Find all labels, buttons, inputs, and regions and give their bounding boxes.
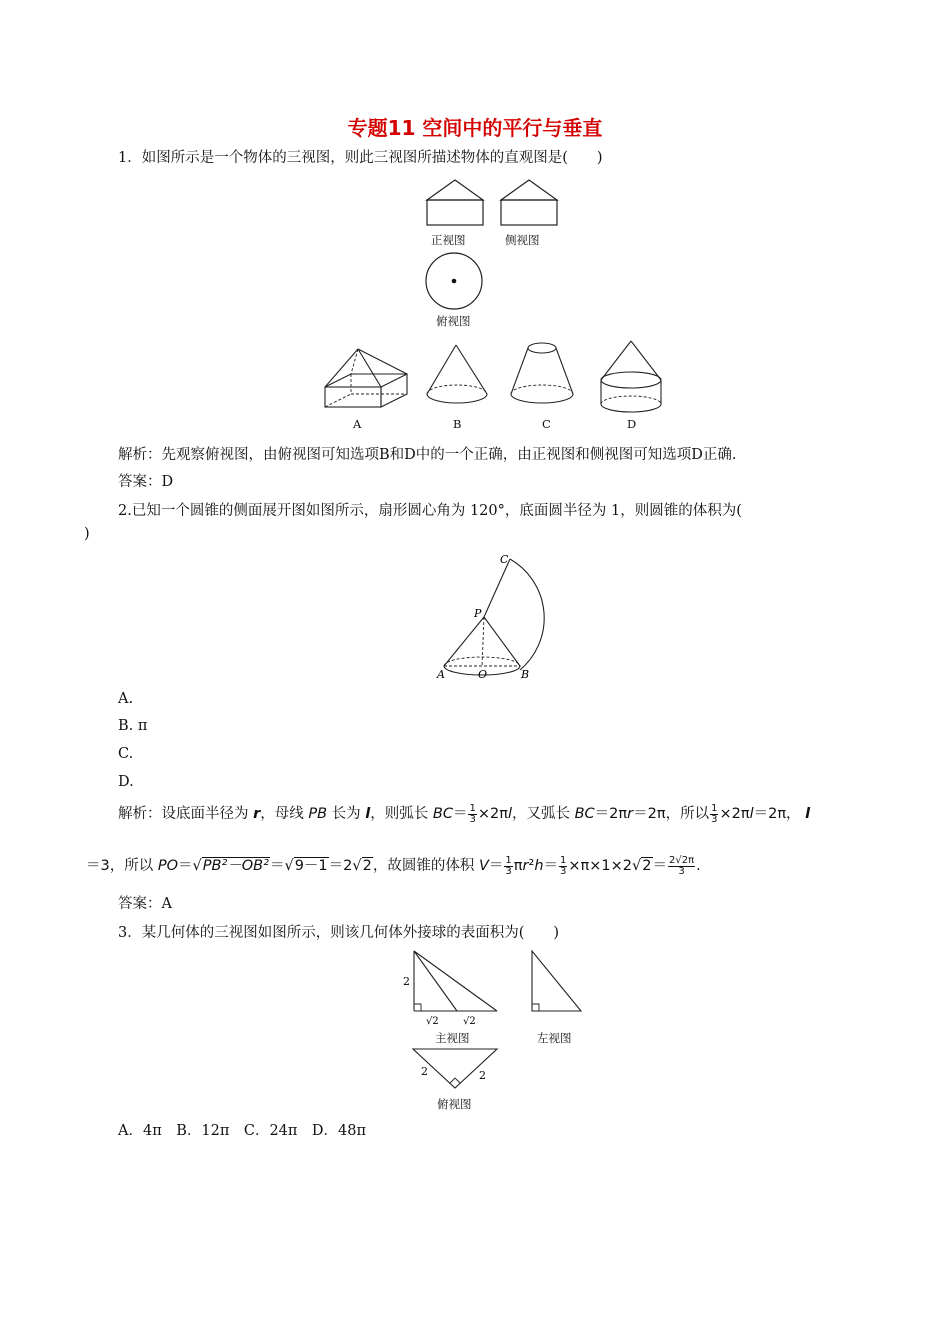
q3-top-view-diagram [410,1046,510,1096]
q3-main-view-diagram [400,948,510,1028]
q1-option-c-diagram [508,340,584,412]
q3-options: A．4π B．12π C．24π D．48π [118,1123,367,1139]
q1-option-b-diagram [424,342,494,412]
q2-stem-line2: ) [84,526,90,542]
point-c-label: C [500,553,509,566]
main-view-sqrt2-right: √2 [463,1016,476,1027]
q1-option-c-label: C [542,417,551,431]
q1-front-view-diagram [426,178,486,228]
q1-option-b-label: B [453,417,462,431]
q1-option-a-label: A [353,417,362,431]
q2-cone-net-diagram [435,549,555,684]
q2-answer: 答案：A [118,896,172,912]
q2-option-d: D. [118,774,134,790]
q1-option-d-label: D [627,417,637,431]
q2-option-c: C. [118,746,134,762]
main-view-height-label: 2 [403,975,410,988]
q1-option-a-diagram [322,344,412,414]
q1-option-d-diagram [598,338,670,414]
main-view-sqrt2-left: √2 [426,1016,439,1027]
point-o-label: O [478,668,488,681]
q1-side-view-diagram [500,178,560,228]
q3-left-view-label: 左视图 [537,1031,572,1045]
q1-top-view-label: 俯视图 [436,314,471,328]
top-view-left-side-label: 2 [421,1065,428,1078]
q1-top-view-diagram [424,252,486,314]
q3-top-view-label: 俯视图 [437,1097,472,1111]
point-p-label: P [474,607,482,620]
q3-left-view-diagram [528,948,588,1018]
q1-side-view-label: 侧视图 [505,233,540,247]
point-a-label: A [437,668,445,681]
q3-stem: 3．某几何体的三视图如图所示，则该几何体外接球的表面积为( ) [118,925,560,941]
q2-analysis-line2: ＝3，所以 PO＝√PB²－OB²＝√9－1＝2√2，故圆锥的体积 V＝ $\frac{1}{3}$ πr²h＝ $\frac{1}{3}$ ×π×1×2√2＝ $\frac{2√2\pi}{3}$ . [86,854,701,877]
page-title: 专题11 空间中的平行与垂直 [347,116,603,140]
q1-front-view-label: 正视图 [431,233,466,247]
q1-analysis: 解析：先观察俯视图，由俯视图可知选项B和D中的一个正确，由正视图和侧视图可知选项D正确. [118,447,737,463]
q2-option-a: A. [118,691,134,707]
q2-option-b: B. π [118,718,148,734]
q2-stem-line1: 2.已知一个圆锥的侧面展开图如图所示，扇形圆心角为 120°，底面圆半径为 1，则圆锥的体积为( [118,503,742,519]
q1-answer: 答案：D [118,474,174,490]
q1-stem: 1．如图所示是一个物体的三视图，则此三视图所描述物体的直观图是( ) [118,150,603,166]
q3-main-view-label: 主视图 [435,1031,470,1045]
point-b-label: B [521,668,530,681]
q2-analysis-line1: 解析：设底面半径为 r，母线 PB 长为 l，则弧长 BC＝ $\frac{1}{3}$ ×2πl，又弧长 BC＝2πr＝2π，所以 $\frac{1}{3}$ ×2πl＝2π， l [118,802,811,825]
top-view-right-side-label: 2 [479,1069,486,1082]
